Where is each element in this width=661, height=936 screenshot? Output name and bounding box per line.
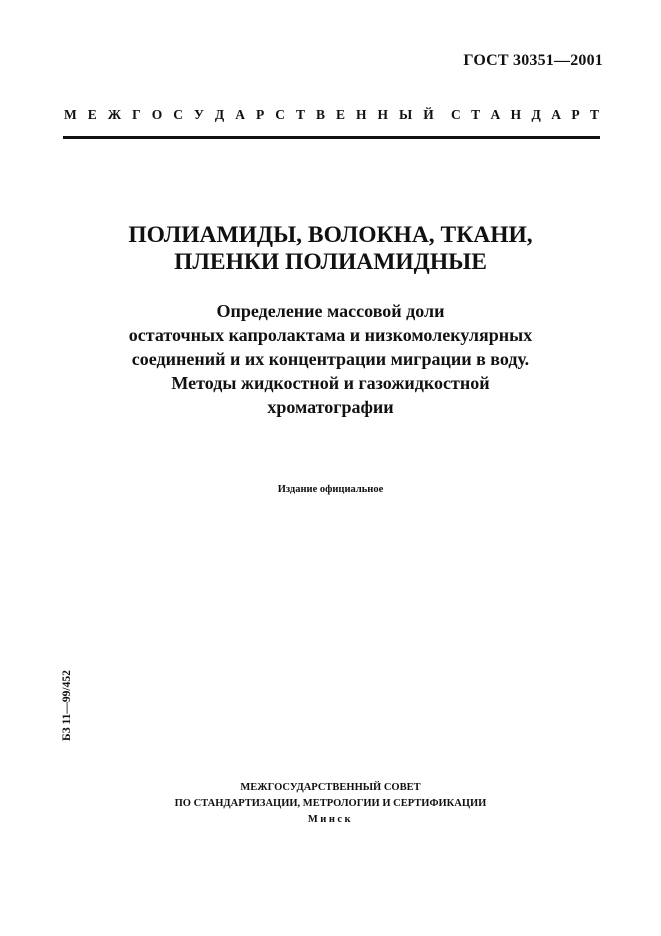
category-letter: А <box>551 107 561 122</box>
category-letter: С <box>173 107 183 122</box>
category-letter: Т <box>471 107 481 122</box>
category-word-1 <box>64 107 434 123</box>
category-letter: Е <box>335 107 345 122</box>
category-letter: Ж <box>107 107 122 122</box>
category-letter: С <box>275 107 285 122</box>
publisher-block <box>160 780 501 828</box>
category-letter: О <box>151 107 163 122</box>
publisher-line: ПО СТАНДАРТИЗАЦИИ, МЕТРОЛОГИИ И СЕРТИФИКАЦИИ <box>174 798 487 809</box>
subtitle-line: соединений и их концентрации миграции в воду. <box>131 349 530 369</box>
category-letter: Т <box>295 107 305 122</box>
category-letter: Р <box>571 107 580 122</box>
category-letter: Е <box>87 107 97 122</box>
category-letter: А <box>235 107 245 122</box>
publisher-city: Минск <box>307 814 354 825</box>
standard-category-header <box>64 107 599 123</box>
category-word-2 <box>451 107 599 123</box>
subtitle-line: Методы жидкостной и газожидкостной <box>171 373 490 393</box>
publisher-line: МЕЖГОСУДАРСТВЕННЫЙ СОВЕТ <box>240 782 421 793</box>
main-title-line: ПОЛИАМИДЫ, ВОЛОКНА, ТКАНИ, <box>128 222 533 248</box>
category-letter: В <box>315 107 325 122</box>
category-letter: Й <box>423 107 434 122</box>
subtitle-line: хроматографии <box>267 397 394 417</box>
main-title <box>60 222 601 276</box>
category-letter: Н <box>510 107 522 122</box>
category-letter: Г <box>132 107 141 122</box>
document-code: ГОСТ 30351—2001 <box>463 52 603 69</box>
category-letter: Д <box>531 107 541 122</box>
category-letter: Д <box>214 107 225 122</box>
subtitle <box>60 299 601 419</box>
category-letter: М <box>64 107 77 122</box>
category-letter: У <box>193 107 204 122</box>
category-letter: А <box>490 107 501 122</box>
category-letter: Н <box>356 107 367 122</box>
header-rule <box>63 136 600 139</box>
subtitle-line: Определение массовой доли <box>216 301 445 321</box>
category-letter: С <box>451 107 461 122</box>
edition-note: Издание официальное <box>277 484 384 495</box>
side-registration-code: БЗ 11—99/452 <box>61 670 73 741</box>
subtitle-line: остаточных капролактама и низкомолекулярных <box>128 325 533 345</box>
main-title-line: ПЛЕНКИ ПОЛИАМИДНЫЕ <box>174 249 487 275</box>
category-letter: Р <box>255 107 265 122</box>
category-letter: Т <box>589 107 599 122</box>
category-letter: Н <box>377 107 389 122</box>
category-letter: Ы <box>399 107 413 122</box>
